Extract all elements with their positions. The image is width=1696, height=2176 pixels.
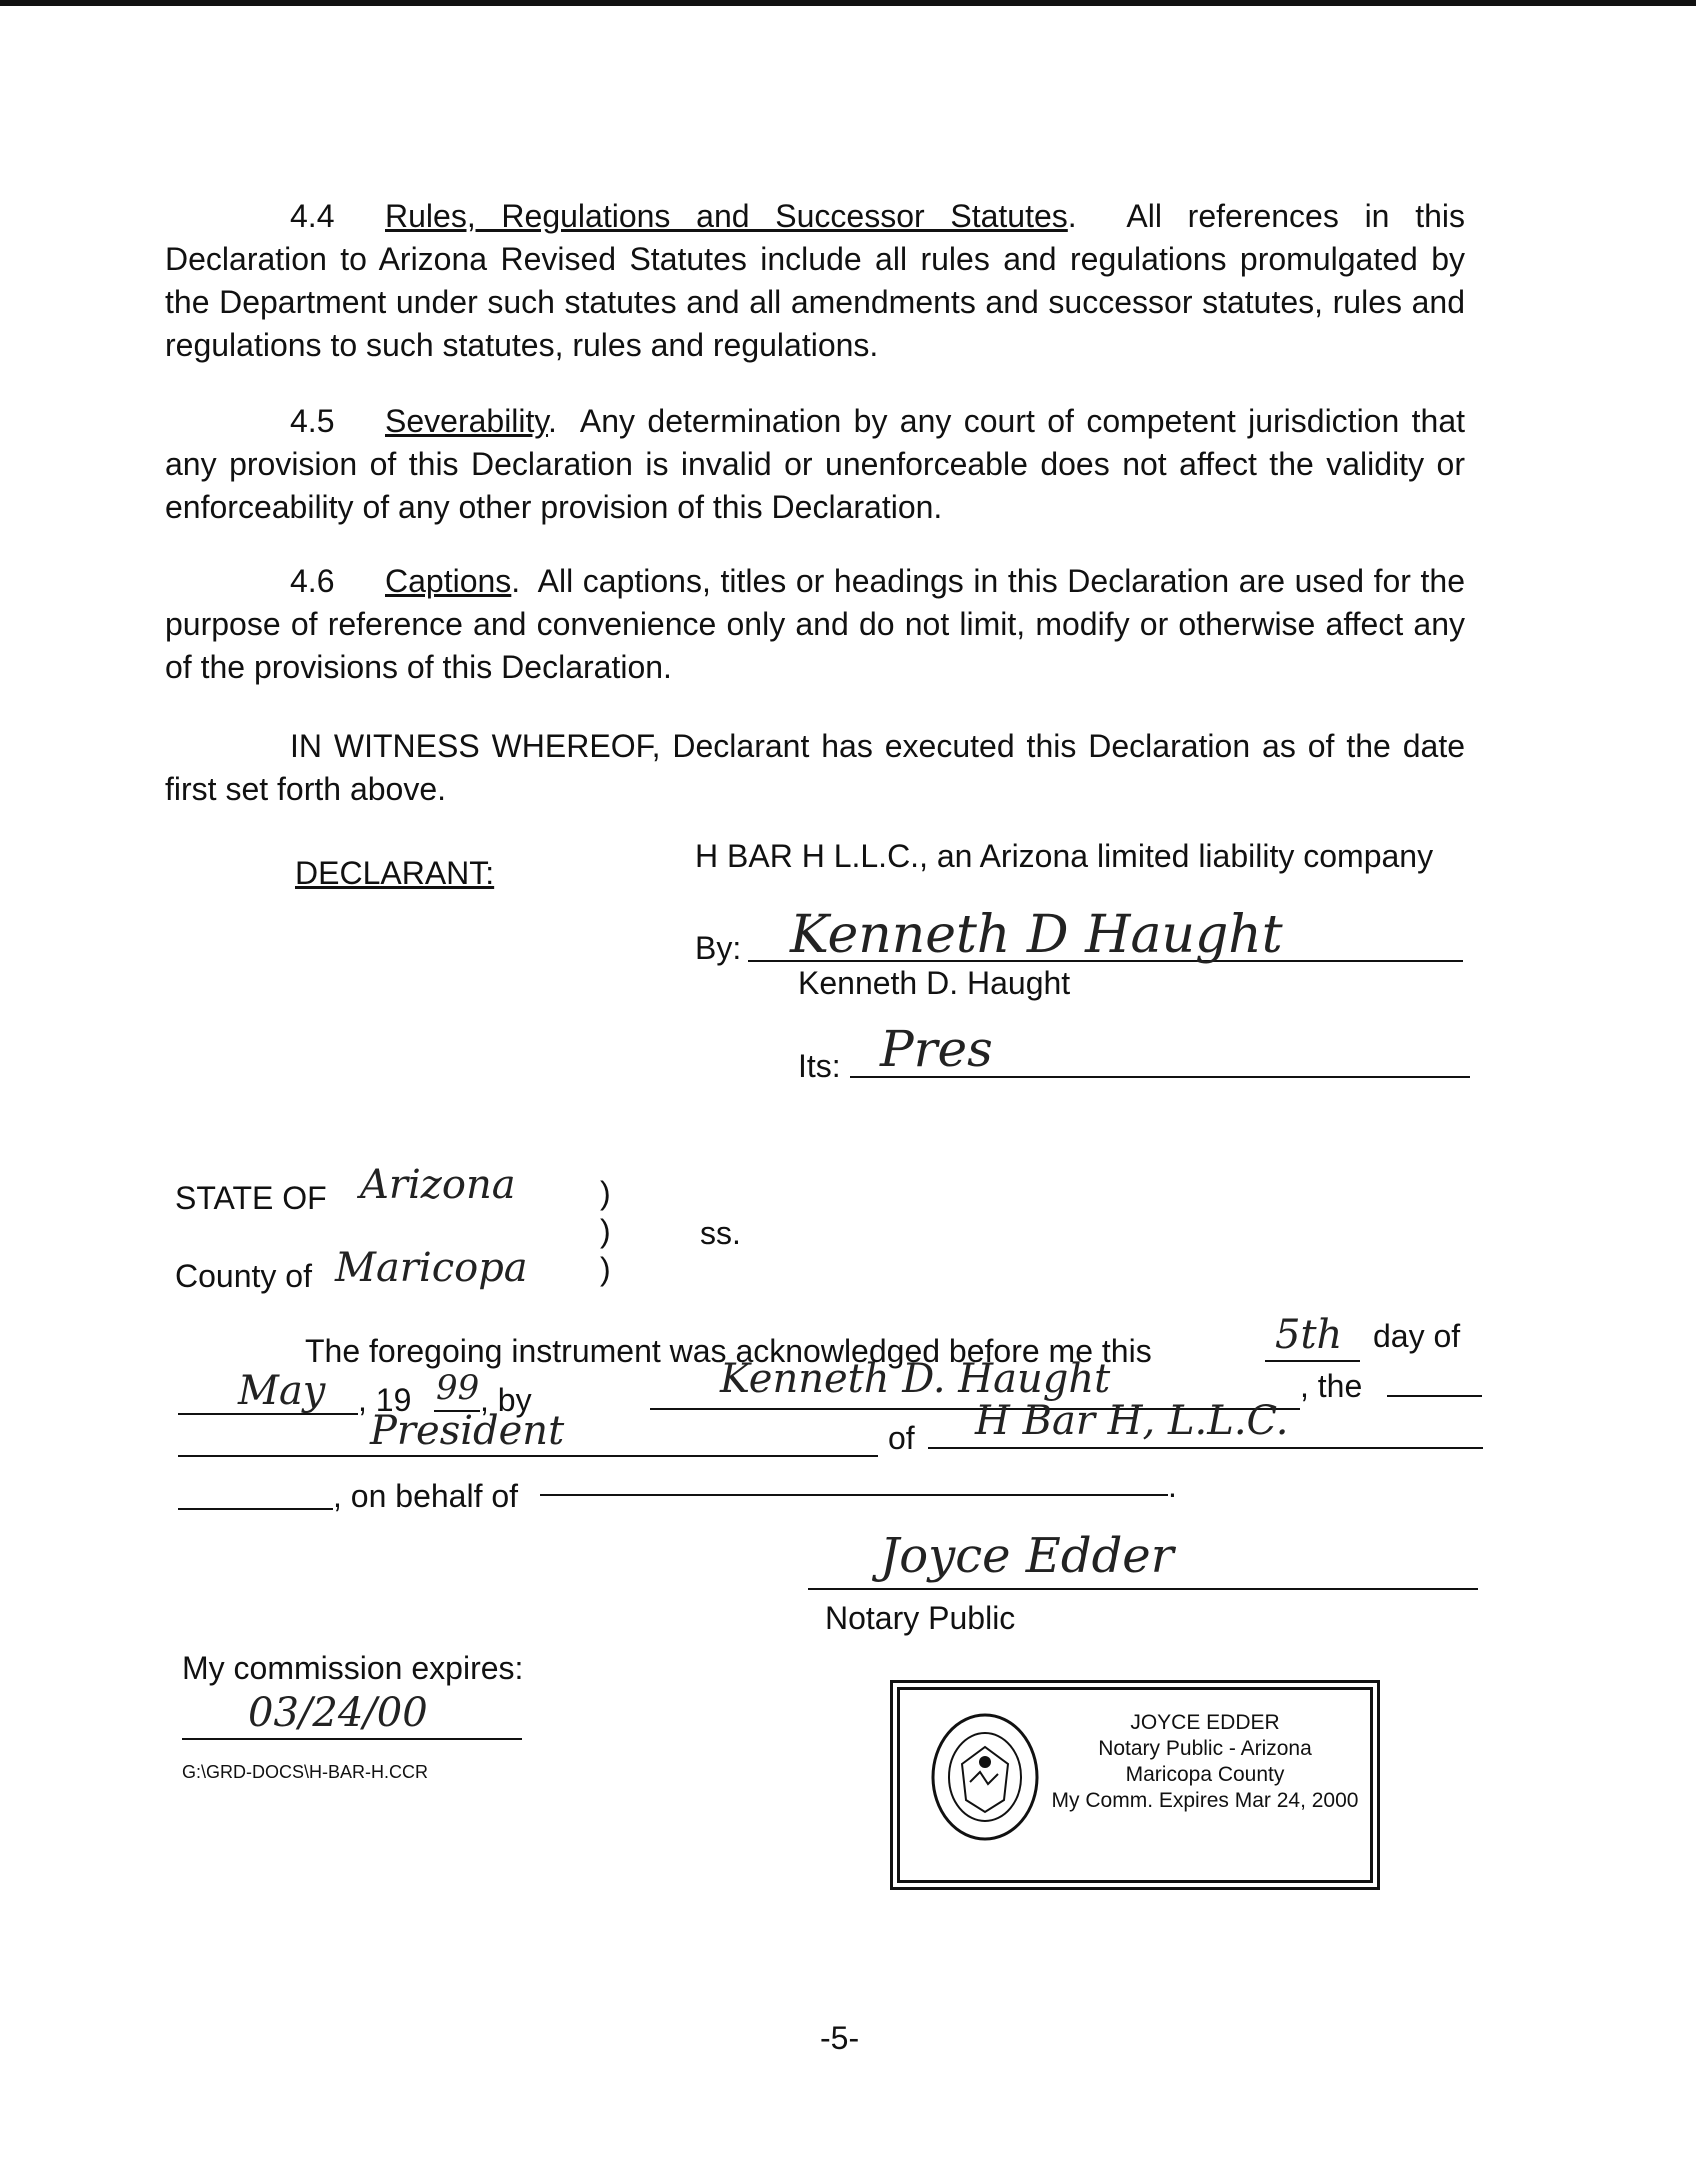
ack-title: President [370, 1408, 565, 1454]
witness-clause [165, 725, 1465, 811]
by-label: By: [695, 930, 742, 966]
ack-company: H Bar H, L.L.C. [975, 1398, 1289, 1444]
county-value: Maricopa [335, 1245, 528, 1291]
county-label: County of [175, 1258, 312, 1294]
ack-year: 99 [436, 1368, 480, 1408]
ack-name: Kenneth D. Haught [720, 1356, 1111, 1402]
witness-text: IN WITNESS WHEREOF, Declarant has executed this Declaration as of the date first set forth above. [165, 728, 1465, 807]
stamp-title: Notary Public - Arizona [1098, 1737, 1312, 1760]
state-label: STATE OF [175, 1180, 327, 1216]
scan-edge [0, 0, 1696, 6]
section-number: 4.6 [290, 563, 335, 599]
section-4-5: 4.5 Severability. Any determination by any court of competent jurisdiction that any provision of this Declaration is invalid or unenforceable does not affect the validity or enforceability of any other provision of this Declaration. [165, 400, 1465, 529]
section-4-6: 4.6 Captions. All captions, titles or headings in this Declaration are used for the purpose of reference and convenience only and do not limit, modify or otherwise affect any of the provisions of this Declaration. [165, 560, 1465, 689]
blank-line [178, 1508, 333, 1510]
ack-day: 5th [1275, 1312, 1343, 1358]
notary-stamp [890, 1680, 1380, 1890]
stamp-county: Maricopa County [1125, 1763, 1285, 1786]
day-of-label: day of [1373, 1318, 1461, 1354]
company-line [928, 1447, 1483, 1449]
company-name: H BAR H L.L.C., an Arizona limited liability company [695, 838, 1434, 874]
section-number: 4.4 [290, 198, 335, 234]
notary-label: Notary Public [825, 1600, 1016, 1636]
section-number: 4.5 [290, 403, 335, 439]
paren-3: ) [600, 1251, 611, 1287]
stamp-text [1050, 1710, 1360, 1814]
paren-1: ) [600, 1175, 611, 1211]
year-prefix: , 19 [358, 1382, 412, 1418]
declarant-signature: Kenneth D Haught [790, 905, 1283, 965]
title-line [178, 1455, 878, 1457]
by-text: , by [480, 1382, 532, 1418]
section-text: All captions, titles or headings in this Declaration are used for the purpose of reference and convenience only and do not limit, modify or otherwise affect any of the provisions of this Declaration. [165, 563, 1466, 685]
section-title: Severability [385, 403, 549, 439]
of-label: of [888, 1420, 915, 1456]
section-text: Any determination by any court of competent jurisdiction that any provision of this Declaration is invalid or unenforceable does not affect the validity or enforceability of any other provision of this Declaration. [165, 403, 1466, 525]
stamp-name: JOYCE EDDER [1130, 1711, 1280, 1734]
ack-text: The foregoing instrument was acknowledged before me this [305, 1333, 1152, 1369]
state-seal-icon [930, 1712, 1040, 1842]
page-number: -5- [820, 2020, 860, 2056]
commission-value: 03/24/00 [248, 1690, 428, 1736]
commission-line [182, 1738, 522, 1740]
paren-2: ) [600, 1213, 611, 1249]
section-title: Rules, Regulations and Successor Statutes [385, 198, 1068, 234]
signer-name: Kenneth D. Haught [798, 965, 1071, 1001]
day-line [1265, 1360, 1360, 1362]
ack-month: May [238, 1368, 326, 1414]
commission-label: My commission expires: [182, 1650, 524, 1686]
section-text: All references in this Declaration to Arizona Revised Statutes include all rules and regulations promulgated by the Department under such statutes and all amendments and successor statutes, rules and regulations to such statutes, rules and regulations. [165, 198, 1466, 363]
notary-signature-line [808, 1588, 1478, 1590]
declarant-label: DECLARANT: [295, 855, 495, 891]
state-value: Arizona [360, 1162, 516, 1208]
on-behalf-label: , on behalf of [333, 1478, 519, 1514]
notary-signature: Joyce Edder [880, 1528, 1174, 1584]
ack-period: . [1168, 1468, 1177, 1504]
ss-label: ss. [700, 1215, 741, 1251]
on-behalf-line [540, 1494, 1168, 1496]
the-text: , the [1300, 1368, 1363, 1404]
its-value: Pres [880, 1020, 993, 1078]
section-4-4: 4.4 Rules, Regulations and Successor Statutes. All references in this Declaration to Arizona Revised Statutes include all rules and regulations promulgated by the Department under such statutes and all amendments and successor statutes, rules and regulations to such statutes, rules and regulations. [165, 195, 1465, 367]
section-title: Captions [385, 563, 512, 599]
file-path: G:\GRD-DOCS\H-BAR-H.CCR [182, 1762, 428, 1782]
stamp-expires: My Comm. Expires Mar 24, 2000 [1051, 1789, 1359, 1812]
the-line [1387, 1395, 1482, 1397]
its-label: Its: [798, 1048, 841, 1084]
